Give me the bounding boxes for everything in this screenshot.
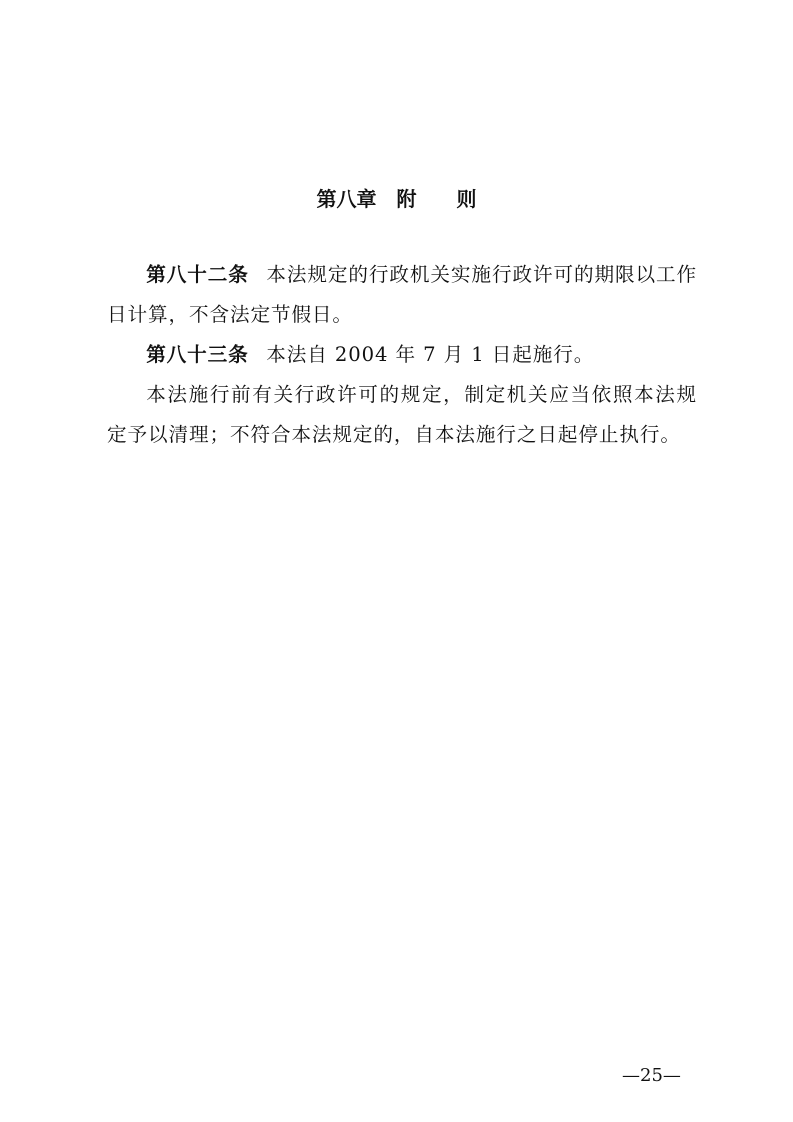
article-text: 本法自 2004 年 7 月 1 日起施行。 [266, 343, 595, 366]
paragraph: 本法施行前有关行政许可的规定，制定机关应当依照本法规定予以清理；不符合本法规定的，自本法施行之日起停止执行。 [107, 383, 697, 446]
article-text: 本法规定的行政机关实施行政许可的期限以工作日计算，不含法定节假日。 [107, 263, 698, 326]
article-number: 第八十三条 [146, 343, 249, 366]
article-83 [107, 335, 697, 375]
article-82 [107, 255, 697, 335]
document-body [107, 255, 697, 455]
article-number: 第八十二条 [146, 263, 249, 286]
chapter-title: 第八章 附 则 [316, 187, 477, 211]
page-number: —25— [622, 1065, 681, 1086]
